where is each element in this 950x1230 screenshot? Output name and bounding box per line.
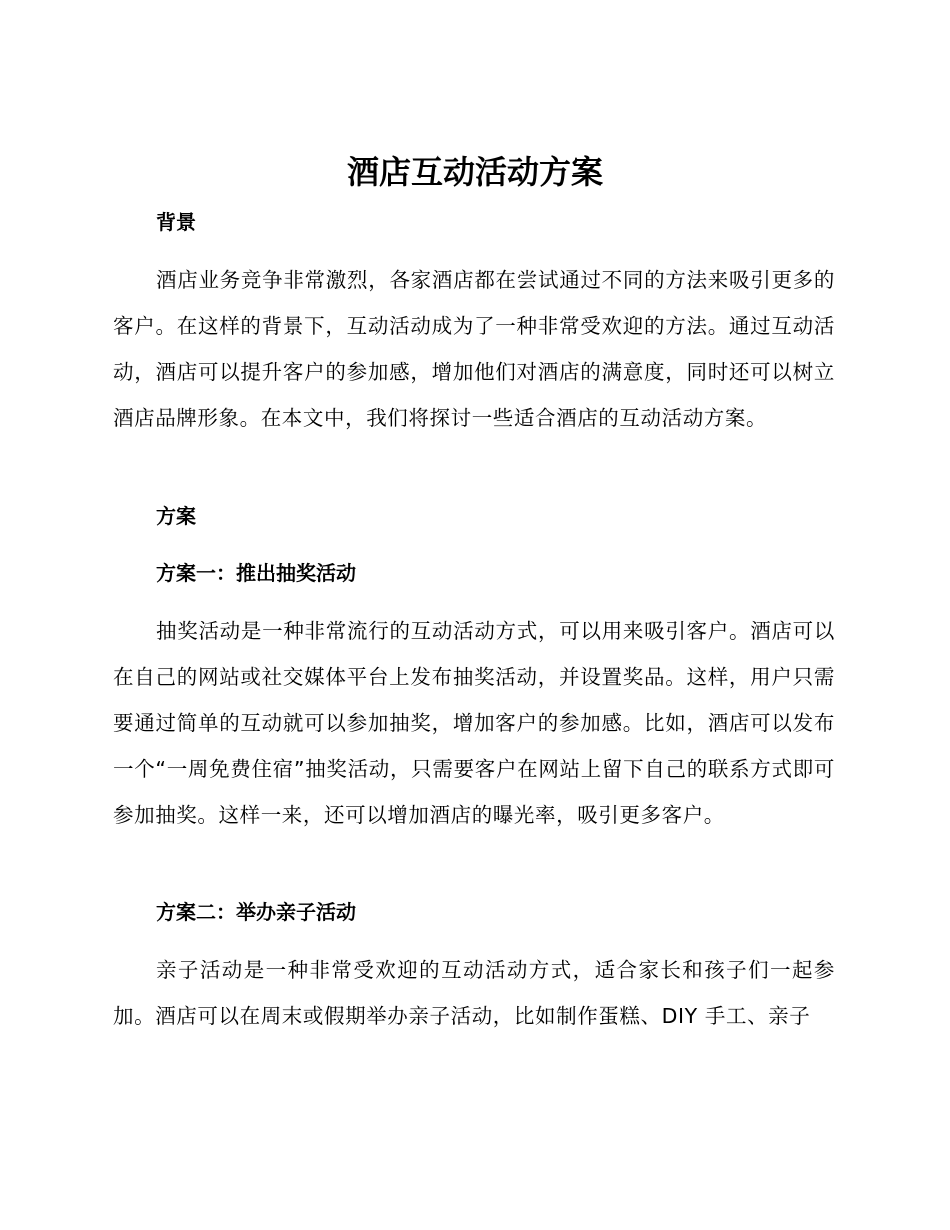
section-heading-plan-one: 方案一：推出抽奖活动 (156, 561, 356, 585)
section-heading-background: 背景 (156, 210, 196, 234)
section-heading-plans: 方案 (156, 504, 196, 528)
section-paragraph-background: 酒店业务竞争非常激烈，各家酒店都在尝试通过不同的方法来吸引更多的客户。在这样的背景下，互动活动成为了一种非常受欢迎的方法。通过互动活动，酒店可以提升客户的参加感，增加他们对酒店的满意度，同时还可以树立酒店品牌形象。在本文中，我们将探讨一些适合酒店的互动活动方案。 (113, 268, 835, 430)
document-title: 酒店互动活动方案 (346, 153, 603, 191)
section-paragraph-plan-two: 亲子活动是一种非常受欢迎的互动活动方式，适合家长和孩子们一起参加。酒店可以在周末或假期举办亲子活动，比如制作蛋糕、DIY 手工、亲子 (113, 958, 835, 1028)
section-heading-plan-two: 方案二：举办亲子活动 (156, 900, 356, 924)
section-paragraph-plan-one: 抽奖活动是一种非常流行的互动活动方式，可以用来吸引客户。酒店可以在自己的网站或社交媒体平台上发布抽奖活动，并设置奖品。这样，用户只需要通过简单的互动就可以参加抽奖，增加客户的参加感。比如，酒店可以发布一个“一周免费住宿”抽奖活动，只需要客户在网站上留下自己的联系方式即可参加抽奖。这样一来，还可以增加酒店的曝光率，吸引更多客户。 (113, 619, 835, 827)
